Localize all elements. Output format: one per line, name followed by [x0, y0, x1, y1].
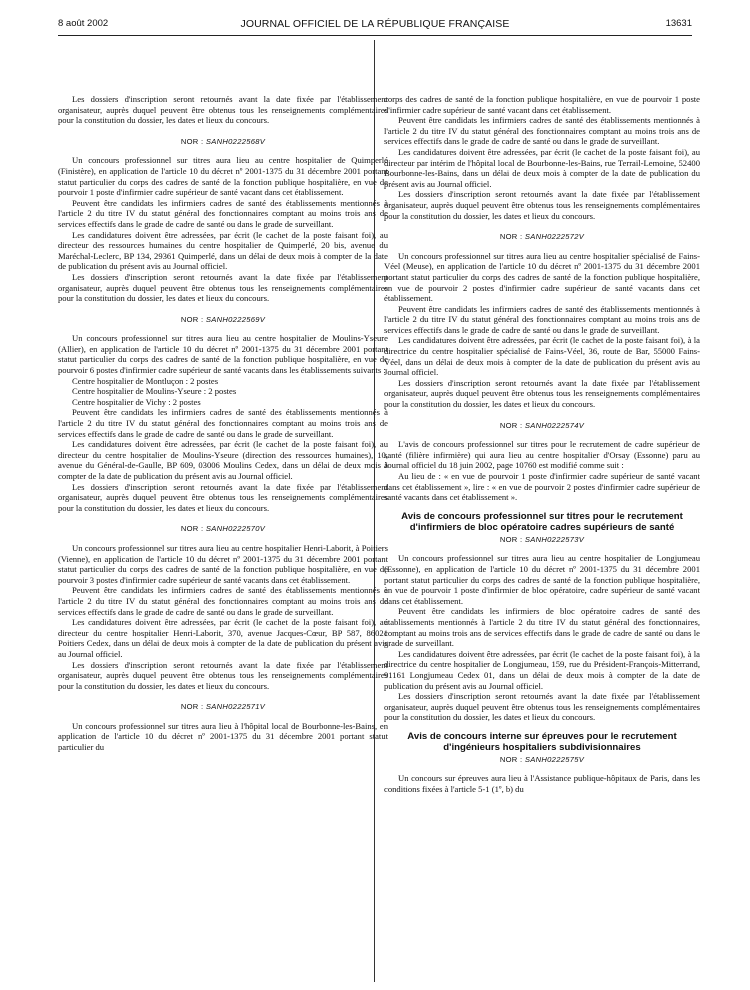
- paragraph: Les candidatures doivent être adressées, par écrit (le cachet de la poste faisant foi), au directeur du centre hospitalier Henri-Laborit, 370, avenue Jacques-Cœur, BP 587, 86021 Poitiers Cedex, dans un délai de deux mois à compter de la date de publication du présent avis au Journal officiel.: [58, 617, 388, 659]
- paragraph: Un concours sur épreuves aura lieu à l'Assistance publique-hôpitaux de Paris, dans les conditions fixées à l'article 5-1 (1º, b) du: [384, 773, 700, 795]
- paragraph: Les dossiers d'inscription seront retournés avant la date fixée par l'établissement organisateur, auprès duquel peuvent être obtenus tous les renseignements complémentaires pour la constitution du dossier, les dates et lieux du concours.: [58, 481, 388, 513]
- paragraph: Peuvent être candidats les infirmiers de bloc opératoire cadres de santé des établissements mentionnés à l'article 2 du titre IV du statut général des fonctionnaires, comptant au moins trois ans de services effectifs dans le grade de cadre de santé ou dans le grade de surveillant.: [384, 606, 700, 649]
- paragraph: Centre hospitalier de Vichy : 2 postes: [72, 396, 201, 407]
- paragraph: Centre hospitalier de Moulins-Yseure : 2 postes: [72, 386, 237, 397]
- right-column: [384, 94, 700, 795]
- paragraph: Les dossiers d'inscription seront retournés avant la date fixée par l'établissement organisateur, auprès duquel peuvent être obtenus tous les renseignements complémentaires pour la constitution du dossier, les dates et lieux du concours.: [384, 691, 700, 723]
- paragraph: Un concours professionnel sur titres aura lieu au centre hospitalier Henri-Laborit, à Poitiers (Vienne), en application de l'article 10 du décret nº 2001-1375 du 31 décembre 2001 portant statut particulier du corps des cadres de santé de la fonction publique hospitalière, en vue de pourvoir 3 postes d'infirmier cadre supérieur de santé vacants dans cet établissement.: [58, 542, 388, 585]
- paragraph: Au lieu de : « en vue de pourvoir 1 poste d'infirmier cadre supérieur de santé vacant dans cet établissement », lire : « en vue de pourvoir 2 postes d'infirmier cadre supérieur de santé vacants dans cet établissement ».: [384, 471, 700, 503]
- paragraph: Un concours professionnel sur titres aura lieu au centre hospitalier de Longjumeau (Essonne), en application de l'article 10 du décret nº 2001-1375 du 31 décembre 2001 portant statut particulier du corps des cadres de santé de la fonction publique hospitalière, en vue de pourvoir 1 poste d'infirmier de bloc opératoire, cadre supérieur de santé vacant dans cet établissement.: [384, 553, 700, 606]
- nor-label: NOR :: [499, 754, 523, 764]
- paragraph: Les dossiers d'inscription seront retournés avant la date fixée par l'établissement organisateur, auprès duquel peuvent être obtenus tous les renseignements complémentaires pour la constitution du dossier, les dates et lieux du concours.: [58, 94, 388, 126]
- nor-label: NOR :: [180, 136, 204, 146]
- paragraph: Les dossiers d'inscription seront retournés avant la date fixée par l'établissement organisateur, auprès duquel peuvent être obtenus tous les renseignements complémentaires pour la constitution du dossier, les dates et lieux du concours.: [384, 189, 700, 221]
- nor-code: SANH0222573V: [524, 534, 585, 544]
- nor-reference: [58, 524, 388, 535]
- nor-code: SANH0222570V: [205, 524, 266, 534]
- paragraph: Peuvent être candidats les infirmiers cadres de santé des établissements mentionnés à l'article 2 du titre IV du statut général des fonctionnaires comptant au moins trois ans de services effectifs dans le grade de cadre de santé ou dans le grade de surveillant.: [384, 303, 700, 335]
- nor-reference: [58, 702, 388, 713]
- section-heading: Avis de concours interne sur épreuves pour le recrutement d'ingénieurs hospitaliers subdivisionnaires: [407, 730, 677, 753]
- paragraph: Un concours professionnel sur titres aura lieu à l'hôpital local de Bourbonne-les-Bains, en application de l'article 10 du décret nº 2001-1375 du 31 décembre 2001 portant statut particulier du: [58, 720, 388, 753]
- issue-date: 8 août 2002: [58, 18, 109, 29]
- nor-label: NOR :: [499, 420, 523, 430]
- nor-code: SANH0222575V: [524, 754, 585, 764]
- nor-reference: [384, 535, 700, 546]
- paragraph: Les candidatures doivent être adressées, par écrit (le cachet de la poste faisant foi), à la directrice du centre hospitalier de Longjumeau, 159, rue du Président-François-Mitterrand, 91161 Longjumeau Cedex 01, dans un délai de deux mois à compter de la date de publication du présent avis au Journal officiel.: [384, 648, 700, 691]
- paragraph: Un concours professionnel sur titres aura lieu au centre hospitalier de Moulins-Yseure (Allier), en application de l'article 10 du décret nº 2001-1375 du 31 décembre 2001 portant statut particulier du corps des cadres de santé de la fonction publique hospitalière, en vue de pourvoir 6 postes d'infirmier cadre supérieur de santé vacants dans les établissements suivants :: [58, 333, 388, 376]
- paragraph: Les dossiers d'inscription seront retournés avant la date fixée par l'établissement organisateur, auprès duquel peuvent être obtenus tous les renseignements complémentaires pour la constitution du dossier, les dates et lieux du concours.: [58, 659, 388, 691]
- paragraph: Les dossiers d'inscription seront retournés avant la date fixée par l'établissement organisateur, auprès duquel peuvent être obtenus tous les renseignements complémentaires pour la constitution du dossier, les dates et lieux du concours.: [58, 271, 388, 304]
- paragraph: Peuvent être candidats les infirmiers cadres de santé des établissements mentionnés à l'article 2 du titre IV du statut général des fonctionnaires comptant au moins trois ans de services effectifs dans le grade de cadre de santé ou dans le grade de surveillant.: [58, 197, 388, 229]
- nor-reference: [384, 232, 700, 243]
- nor-reference: [384, 421, 700, 432]
- paragraph: Peuvent être candidats les infirmiers cadres de santé des établissements mentionnés à l'article 2 du titre IV du statut général des fonctionnaires comptant au moins trois ans de services effectifs dans le grade de cadre de santé ou dans le grade de surveillant.: [58, 407, 388, 439]
- paragraph: Les candidatures doivent être adressées, par écrit (le cachet de la poste faisant foi), au directeur du centre hospitalier de Moulins-Yseure (direction des ressources humaines), 10, avenue du Général-de-Gaulle, BP 609, 03006 Moulins Cedex, dans un délai de deux mois à compter de la date de publication du présent avis au Journal officiel.: [58, 439, 388, 481]
- paragraph: L'avis de concours professionnel sur titres pour le recrutement de cadre supérieur de santé (filière infirmière) qui aura lieu au centre hospitalier d'Orsay (Essonne) paru au Journal officiel du 18 juin 2002, page 10760 est modifié comme suit :: [384, 439, 700, 471]
- paragraph: Les dossiers d'inscription seront retournés avant la date fixée par l'établissement organisateur, auprès duquel peuvent être obtenus tous les renseignements complémentaires pour la constitution du dossier, les dates et lieux du concours.: [384, 377, 700, 410]
- paragraph: Un concours professionnel sur titres aura lieu au centre hospitalier spécialisé de Fains-Véel (Meuse), en application de l'article 10 du décret nº 2001-1375 du 31 décembre 2001 portant statut particulier du corps des cadres de santé de la fonction publique hospitalière, en vue de pourvoir 2 postes d'infirmier cadre supérieur de santé vacants dans cet établissement.: [384, 250, 700, 304]
- paragraph: Peuvent être candidats les infirmiers cadres de santé des établissements mentionnés à l'article 2 du titre IV du statut général des fonctionnaires comptant au moins trois ans de services effectifs dans le grade de cadre de santé ou dans le grade de surveillant.: [384, 115, 700, 147]
- nor-code: SANH0222574V: [524, 420, 585, 430]
- paragraph: Centre hospitalier de Montluçon : 2 postes: [72, 375, 219, 386]
- nor-code: SANH0222572V: [524, 232, 585, 242]
- page-number: 13631: [665, 18, 692, 29]
- nor-label: NOR :: [499, 534, 523, 544]
- nor-label: NOR :: [180, 702, 204, 712]
- paragraph: Les candidatures doivent être adressées, par écrit (le cachet de la poste faisant foi), à la directrice du centre hospitalier spécialisé de Fains-Véel, 36, route de Bar, 55000 Fains-Véel, dans un délai de deux mois à compter de la date de publication du présent avis au Journal officiel.: [384, 335, 700, 378]
- nor-label: NOR :: [180, 524, 204, 534]
- paragraph: Un concours professionnel sur titres aura lieu au centre hospitalier de Quimperlé (Finistère), en application de l'article 10 du décret nº 2001-1375 du 31 décembre 2001 portant statut particulier du corps des cadres de santé de la fonction publique hospitalière, en vue de pourvoir 1 poste d'infirmier cadre supérieur de santé vacant dans cet établissement.: [58, 155, 388, 198]
- nor-label: NOR :: [180, 314, 204, 324]
- paragraph: Les candidatures doivent être adressées, par écrit (le cachet de la poste faisant foi), au directeur des ressources humaines du centre hospitalier de Quimperlé, 20 bis, avenue du Maréchal-Leclerc, BP 134, 29361 Quimperlé, dans un délai de deux mois à compter de la date de publication du présent avis au Journal officiel.: [58, 229, 388, 272]
- nor-reference: [58, 137, 388, 148]
- page-header: [58, 18, 692, 32]
- paragraph: Peuvent être candidats les infirmiers cadres de santé des établissements mentionnés à l'article 2 du titre IV du statut général des fonctionnaires comptant au moins trois ans de services effectifs dans le grade de cadre de santé ou dans le grade de surveillant.: [58, 585, 388, 617]
- journal-title: JOURNAL OFFICIEL DE LA RÉPUBLIQUE FRANÇAISE: [240, 18, 510, 30]
- nor-label: NOR :: [499, 232, 523, 242]
- nor-code: SANH0222568V: [205, 136, 266, 146]
- left-column: [58, 94, 388, 753]
- nor-reference: [384, 755, 700, 766]
- nor-code: SANH0222571V: [205, 702, 266, 712]
- paragraph: Les candidatures doivent être adressées, par écrit (le cachet de la poste faisant foi), au directeur par intérim de l'hôpital local de Bourbonne-les-Bains, rue Terrail-Lemoine, 52400 Bourbonne-les-Bains, dans un délai de deux mois à compter de la date de publication du présent avis au Journal officiel.: [384, 146, 700, 189]
- section-heading: Avis de concours professionnel sur titres pour le recrutement d'infirmiers de bloc opératoire cadres supérieurs de santé: [401, 510, 683, 533]
- paragraph: corps des cadres de santé de la fonction publique hospitalière, en vue de pourvoir 1 poste d'infirmier cadre supérieur de santé vacant dans cet établissement.: [384, 94, 700, 115]
- nor-code: SANH0222569V: [205, 314, 266, 324]
- header-rule: [58, 35, 692, 36]
- nor-reference: [58, 315, 388, 326]
